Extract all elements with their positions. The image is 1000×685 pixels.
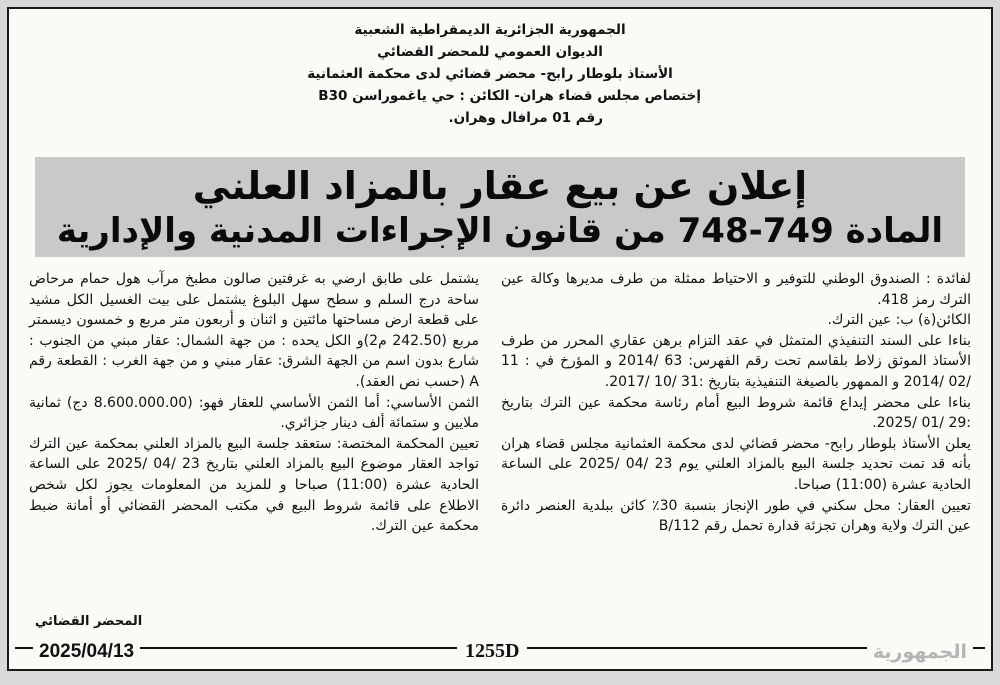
header-bailiff: الأستاذ بلوطار رابح- محضر قضائي لدى محكمة العثمانية [307,66,673,82]
left-column [29,269,479,537]
title-banner [35,157,965,257]
signature-title: المحضر القضائي [35,614,143,629]
announcement-subtitle: المادة 749-748 من قانون الإجراءات المدنية والإدارية [56,211,944,251]
paragraph-location: الكائن(ة) ب: عين الترك. [827,312,971,329]
issuer-header [239,19,741,129]
ad-code: 1255D [457,640,527,663]
publication-date: 2025/04/13 [33,641,140,663]
header-address: رقم 01 مرافال وهران. [448,110,603,126]
right-column [501,269,971,537]
paragraph-competent-court: تعيين المحكمة المختصة: ستعقد جلسة البيع بالمزاد العلني بمحكمة عين الترك تواجد العقار موضوع البيع بالمزاد العلني بتاريخ 23 /04 /2025 على الساعة الحادية عشرة (11:00) صباحا و للمزيد من المعلومات يجوز لكل شخص الاطلاع على قائمة شروط البيع في مكتب المحضر القضائي أو أمانة ضبط محكمة عين الترك. [29,435,480,535]
newspaper-logo: الجمهورية [867,641,973,663]
header-jurisdiction: إختصاص مجلس قضاء هران- الكائن : حي ياغموراسن B30 [318,88,701,104]
header-office: الديوان العمومي للمحضر القضائي [377,44,603,60]
paragraph-property: تعيين العقار: محل سكني في طور الإنجاز بنسبة 30٪ كائن ببلدية العنصر دائرة عين الترك ولاية وهران تجزئة قدارة تحمل رقم B/112 [501,497,971,535]
header-republic: الجمهورية الجزائرية الديمقراطية الشعبية [354,22,626,38]
announcement-title: إعلان عن بيع عقار بالمزاد العلني [192,164,808,208]
announcement-page [7,7,993,671]
paragraph-auction-session: يعلن الأستاذ بلوطار رابح- محضر قضائي لدى محكمة العثمانية مجلس قضاء هران بأنه قد تمت تحديد جلسة البيع بالمزاد العلني يوم 23 /04 /2025 على الساعة الحادية عشرة (11:00) صباحا. [501,435,971,493]
paragraph-base-price: الثمن الأساسي: أما الثمن الأساسي للعقار فهو: (8.600.000.00 دج) ثمانية ملايين و ستمائة ألف دينار جزائري. [29,394,479,432]
paragraph-property-description: يشتمل على طابق ارضي به غرفتين صالون مطبخ مرآب هول حمام مرحاض ساحة درج السلم و سطح سهل البلوغ يشتمل على بيت الغسيل الكل مشيد على قطعة ارض مساحتها مائتين و اثنان و أربعون متر مربع و خمسون ديسمتر مربع (242.50 م2)و الكل يحده : من جهة الشمال: عقار مبني من الجنوب : شارع بدون اسم من الجهة الشرق: عقار مبني و من جهة الغرب : القطعة رقم A (حسب نص العقد). [29,271,479,390]
paragraph-title-deed: بناءا على السند التنفيذي المتمثل في عقد التزام برهن عقاري المحرر من طرف الأستاذ الموثق زلاط بلقاسم تحت رقم الفهرس: 63 /2014 و المؤرخ في : 11 /02 /2014 و الممهور بالصيغة التنفيذية بتاريخ :31 /10 /2017. [501,332,972,390]
paragraph-conditions-filing: بناءا على محضر إيداع قائمة شروط البيع أمام رئاسة محكمة عين الترك بتاريخ :29 /01 /2025. [501,394,971,432]
paragraph-beneficiary: لفائدة : الصندوق الوطني للتوفير و الاحتياط ممثلة من طرف مديرها وكالة عين الترك رمز 418. [501,271,971,308]
